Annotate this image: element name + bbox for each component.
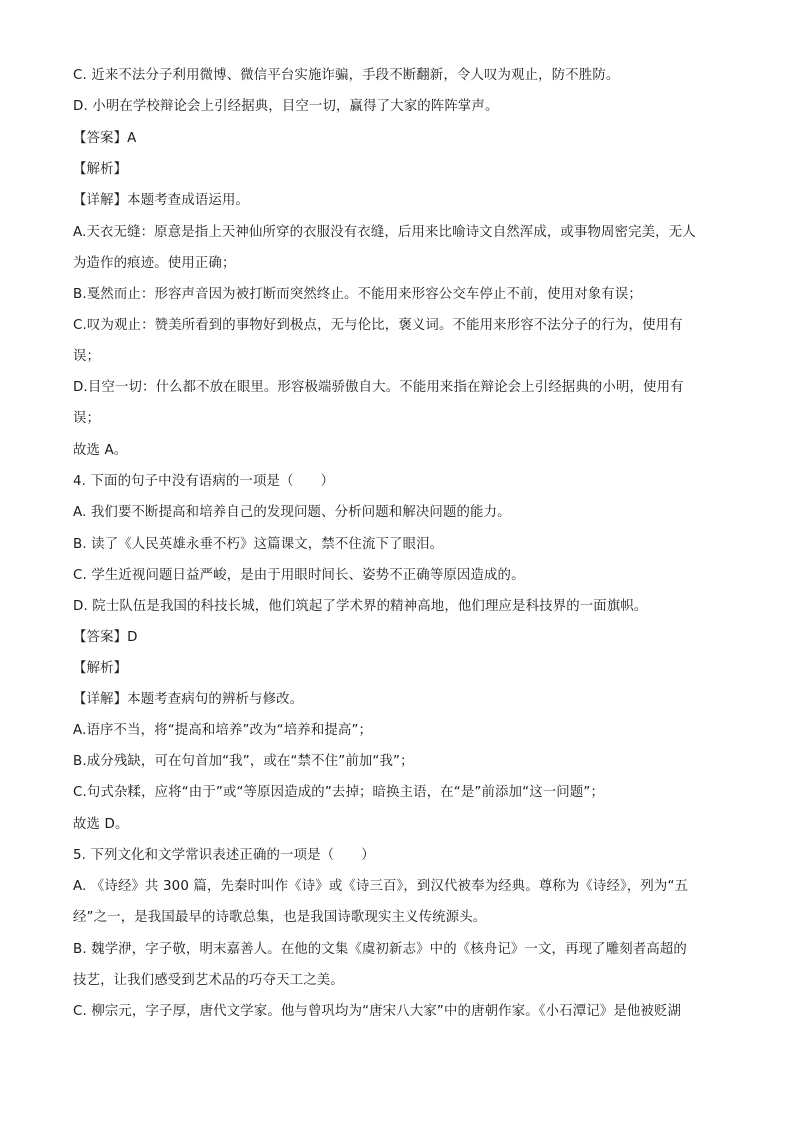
- detail-label: 【详解】本题考查成语运用。: [73, 193, 250, 208]
- analysis-label: 【解析】: [73, 162, 128, 177]
- text-line: 误；: [73, 411, 101, 426]
- text-line: C.句式杂糅，应将“由于”或“等原因造成的”去掉；暗换主语，在“是”前添加“这一问题”；: [73, 785, 604, 800]
- text-line: D. 小明在学校辩论会上引经据典，目空一切，赢得了大家的阵阵掌声。: [73, 99, 499, 114]
- detail-label: 【详解】本题考查病句的辨析与修改。: [73, 692, 304, 707]
- text-line: B.成分残缺，可在句首加“我”，或在“禁不住”前加“我”；: [73, 754, 414, 769]
- option-a: A. 《诗经》共 300 篇，先秦时叫作《诗》或《诗三百》，到汉代被奉为经典。尊称为《诗经》，列为“五: [73, 879, 689, 894]
- text-line: 技艺，让我们感受到艺术品的巧夺天工之美。: [73, 973, 344, 988]
- option-c: C. 学生近视问题日益严峻，是由于用眼时间长、姿势不正确等原因造成的。: [73, 568, 525, 583]
- text-line: D.目空一切：什么都不放在眼里。形容极端骄傲自大。不能用来指在辩论会上引经据典的小明，使用有: [73, 380, 684, 395]
- text-line: 经”之一，是我国最早的诗歌总集，也是我国诗歌现实主义传统源头。: [73, 910, 487, 925]
- text-line: 误；: [73, 349, 101, 364]
- option-b: B. 读了《人民英雄永垂不朽》这篇课文，禁不住流下了眼泪。: [73, 537, 444, 552]
- option-a: A. 我们要不断提高和培养自己的发现问题、分析问题和解决问题的能力。: [73, 505, 511, 520]
- text-line: C.叹为观止：赞美所看到的事物好到极点，无与伦比，褒义词。不能用来形容不法分子的行为，使用有: [73, 318, 683, 333]
- text-line: A.语序不当，将“提高和培养”改为“培养和提高”；: [73, 723, 373, 738]
- answer-label: 【答案】A: [73, 131, 137, 146]
- analysis-label: 【解析】: [73, 661, 128, 676]
- text-line: 故选 D。: [73, 817, 129, 832]
- option-d: D. 院士队伍是我国的科技长城，他们筑起了学术界的精神高地，他们理应是科技界的一面旗帜。: [73, 599, 648, 614]
- question-4: 4. 下面的句子中没有语病的一项是（ ）: [73, 474, 335, 489]
- text-line: A.天衣无缝：原意是指上天神仙所穿的衣服没有衣缝，后用来比喻诗文自然浑成，或事物周密完美，无人: [73, 225, 696, 240]
- text-line: 为造作的痕迹。使用正确；: [73, 256, 236, 271]
- text-line: 故选 A。: [73, 443, 128, 458]
- text-line: C. 近来不法分子利用微博、微信平台实施诈骗，手段不断翻新，令人叹为观止，防不胜防。: [73, 68, 620, 83]
- question-5: 5. 下列文化和文学常识表述正确的一项是（ ）: [73, 848, 375, 863]
- option-b: B. 魏学洢，字子敬，明末嘉善人。在他的文集《虞初新志》中的《核舟记》一文，再现了雕刻者高超的: [73, 942, 687, 957]
- text-line: B.戛然而止：形容声音因为被打断而突然终止。不能用来形容公交车停止不前，使用对象有误；: [73, 287, 642, 302]
- option-c: C. 柳宗元，字子厚，唐代文学家。他与曾巩均为“唐宋八大家”中的唐朝作家。《小石潭记》是他被贬湖: [73, 1004, 682, 1019]
- answer-label: 【答案】D: [73, 630, 138, 645]
